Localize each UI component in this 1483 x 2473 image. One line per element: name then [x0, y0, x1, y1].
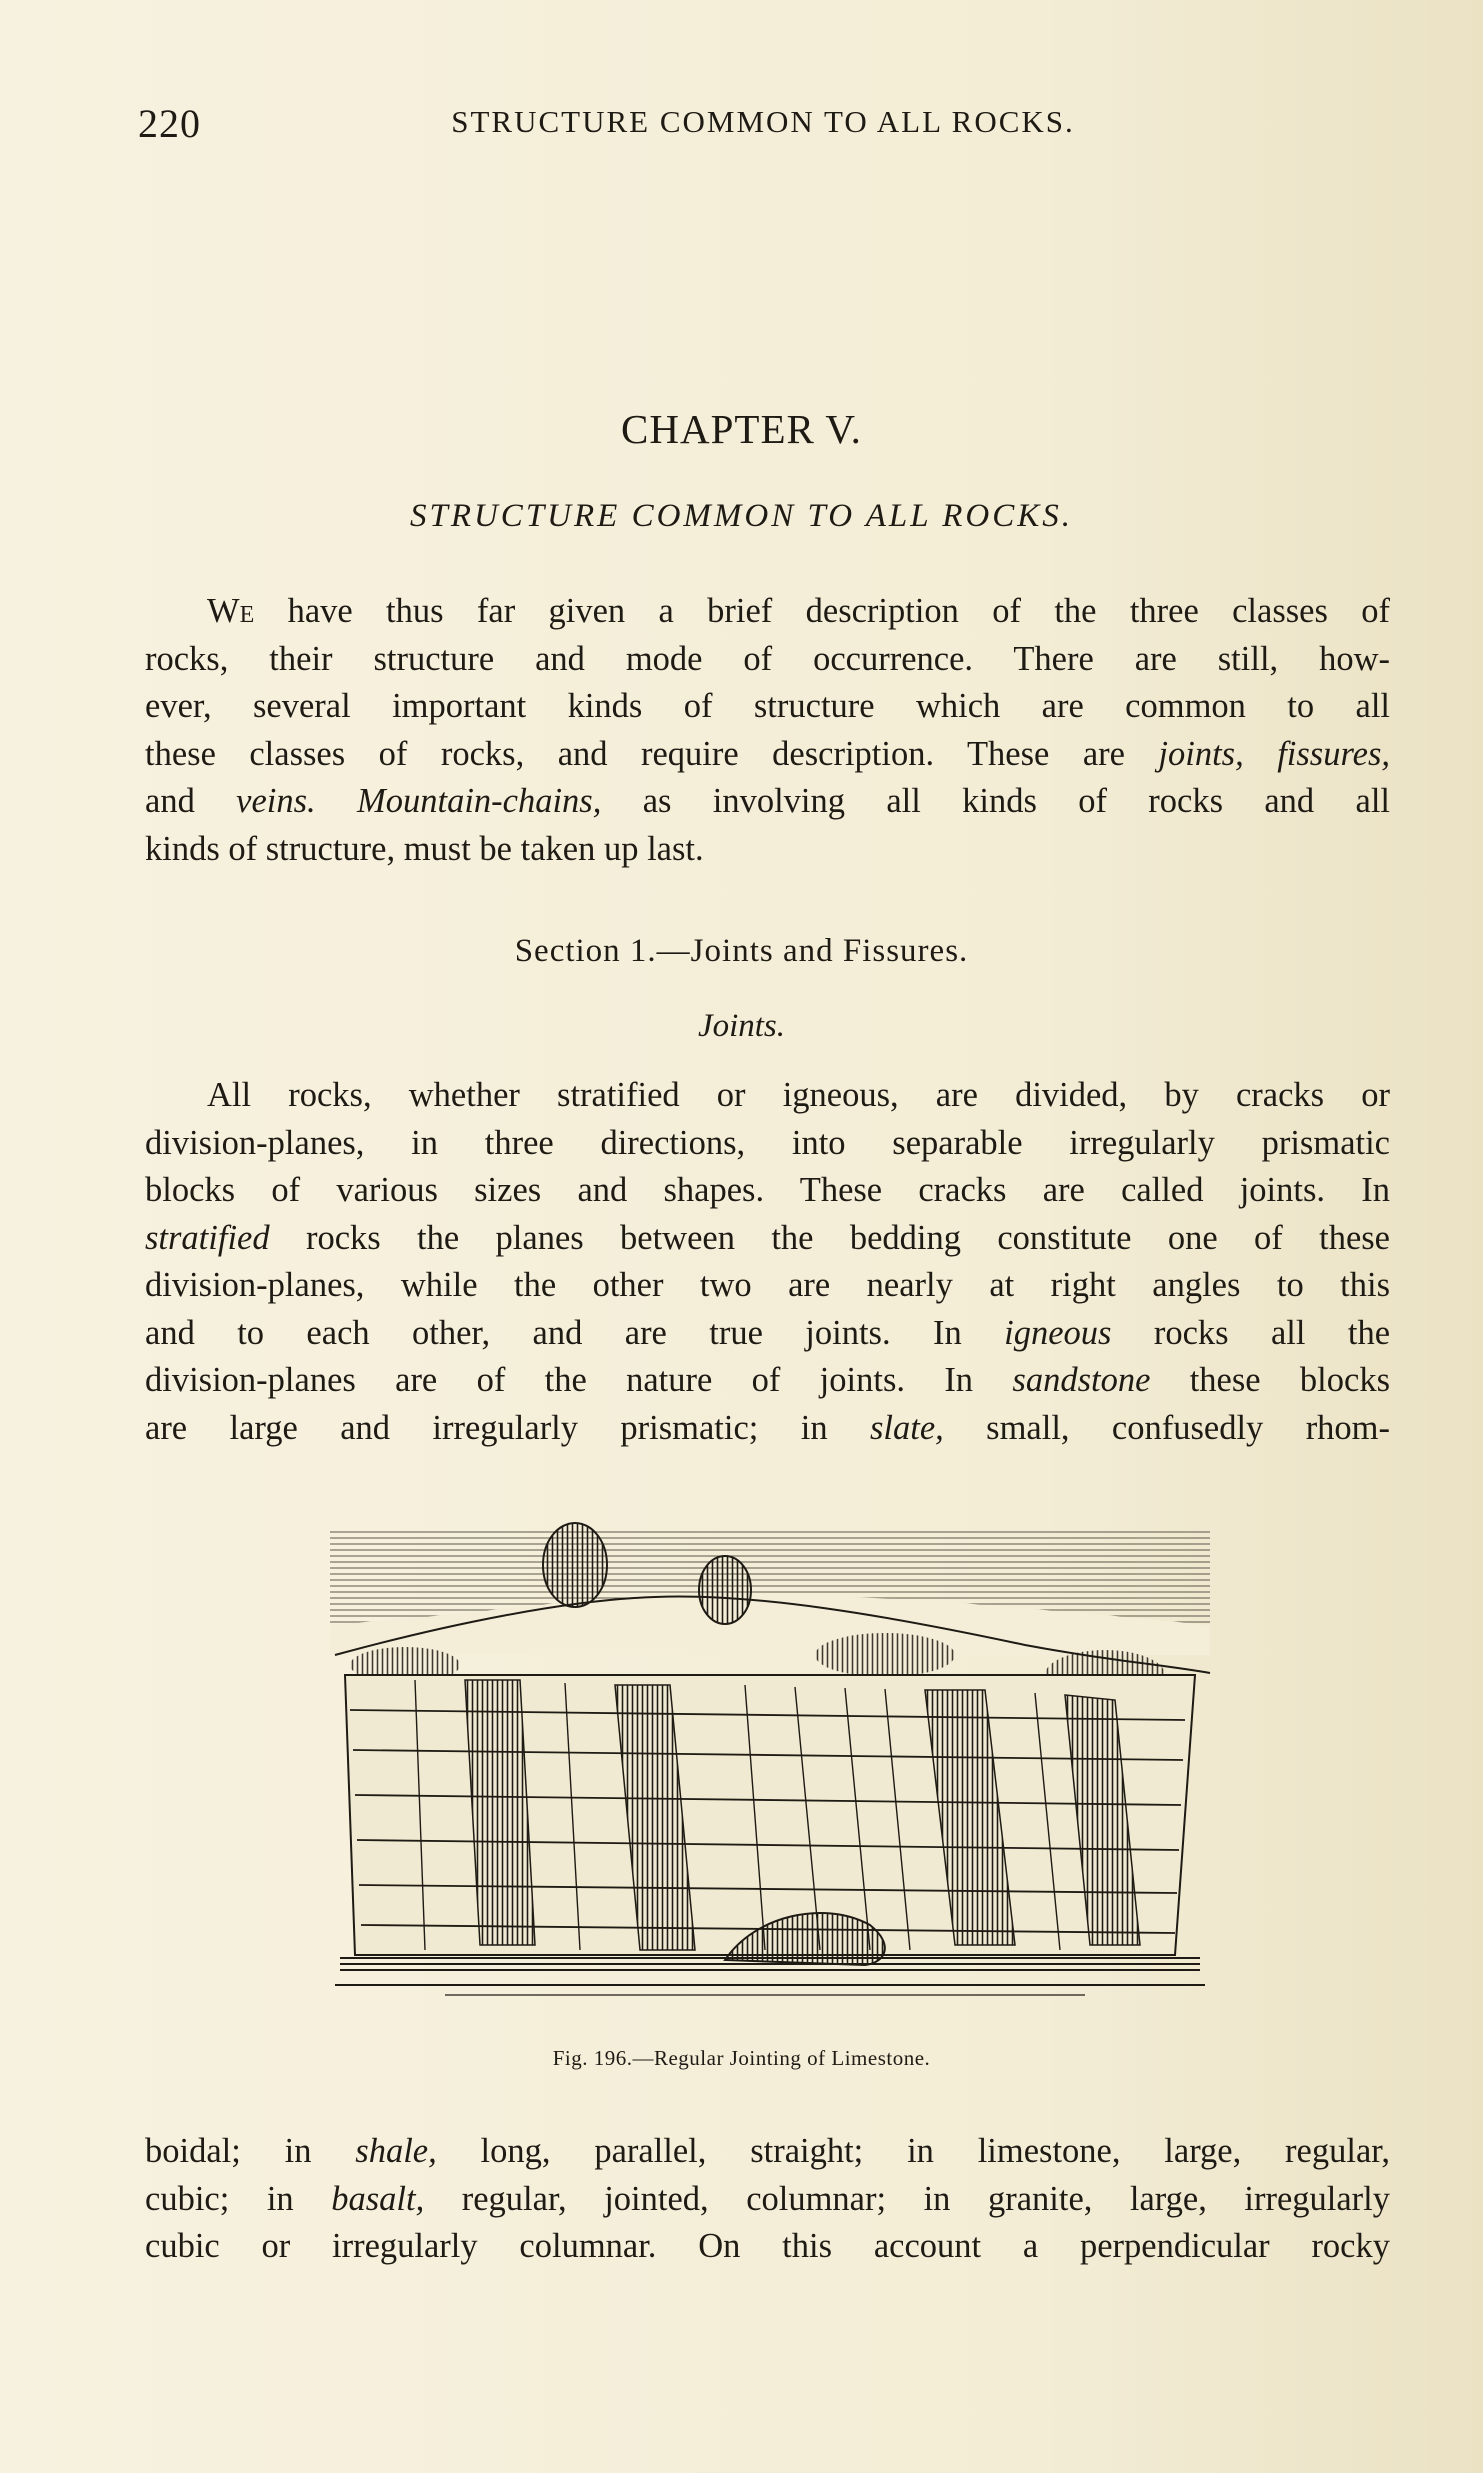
- text-run: and to each other, and are true joints. In: [145, 1313, 1005, 1352]
- page-number: 220: [138, 101, 201, 146]
- text-run: boidal; in: [145, 2132, 356, 2170]
- paragraph-intro: [145, 588, 1390, 873]
- text-line: [145, 1357, 1390, 1405]
- text-line: ever, several important kinds of structure which are common to all: [145, 687, 1390, 725]
- text-run: rocks all the: [1111, 1313, 1391, 1352]
- text-line: [145, 2176, 1390, 2224]
- text-run: [316, 782, 357, 820]
- text-run: and: [145, 782, 237, 820]
- text-line: [145, 1215, 1390, 1263]
- text-line: [145, 778, 1390, 826]
- emphasis-joints-fissures: joints, fissures,: [1158, 734, 1390, 773]
- text-run: regular, jointed, columnar; in granite, large, irregularly: [424, 2179, 1390, 2218]
- text-line: division-planes, while the other two are nearly at right angles to this: [145, 1266, 1390, 1304]
- text-run: division-planes are of the nature of joints. In: [145, 1361, 1013, 1399]
- running-header: [138, 100, 1388, 160]
- emphasis-sandstone: sandstone: [1012, 1361, 1151, 1399]
- limestone-engraving: [325, 1505, 1215, 2025]
- figure-limestone-jointing: [325, 1505, 1215, 2025]
- text-run: these classes of rocks, and require description. These are: [145, 734, 1159, 773]
- paragraph-joints: [145, 1072, 1390, 1452]
- text-line: rocks, their structure and mode of occurrence. There are still, how-: [145, 639, 1390, 678]
- paragraph-continuation: [145, 2128, 1390, 2271]
- text-line: [145, 2128, 1390, 2176]
- text-line: [145, 588, 1390, 636]
- emphasis-veins: veins.: [236, 782, 316, 820]
- text-line: [145, 1310, 1390, 1358]
- emphasis-mountain-chains: Mountain-chains,: [357, 782, 602, 820]
- emphasis-shale: shale,: [355, 2132, 437, 2170]
- figure-caption: Fig. 196.—Regular Jointing of Limestone.: [552, 2046, 931, 2070]
- rock-strata: [345, 1675, 1195, 1955]
- text-run: are large and irregularly prismatic; in: [145, 1408, 870, 1447]
- text-run: long, parallel, straight; in limestone, large, regular,: [436, 2132, 1390, 2170]
- ground-line: [340, 1957, 1200, 1975]
- emphasis-slate: slate,: [869, 1408, 944, 1447]
- text-line: division-planes, in three directions, into separable irregularly prismatic: [145, 1123, 1390, 1162]
- text-run: cubic; in: [145, 2179, 332, 2218]
- text-run: these blocks: [1150, 1361, 1390, 1399]
- text-line: All rocks, whether stratified or igneous, are divided, by cracks or: [207, 1076, 1390, 1114]
- drop-word: We: [207, 592, 255, 630]
- emphasis-igneous: igneous: [1004, 1313, 1112, 1352]
- text-line: [145, 1405, 1390, 1453]
- emphasis-stratified: stratified: [145, 1218, 270, 1257]
- text-run: rocks the planes between the bedding constitute one of these: [269, 1218, 1390, 1257]
- subsection-heading: Joints.: [697, 1008, 786, 1044]
- text-line: kinds of structure, must be taken up last.: [145, 829, 704, 868]
- text-run: as involving all kinds of rocks and all: [601, 782, 1390, 820]
- text-line: cubic or irregularly columnar. On this account a perpendicular rocky: [145, 2227, 1390, 2265]
- chapter-subtitle: STRUCTURE COMMON TO ALL ROCKS.: [409, 498, 1074, 534]
- section-heading: Section 1.—Joints and Fissures.: [514, 933, 969, 969]
- text-run: small, confusedly rhom-: [943, 1408, 1391, 1447]
- text-line: [145, 731, 1390, 779]
- running-title: STRUCTURE COMMON TO ALL ROCKS.: [451, 104, 1075, 139]
- text-line: blocks of various sizes and shapes. These cracks are called joints. In: [145, 1171, 1390, 1209]
- text-run: have thus far given a brief description of the three classes of: [254, 592, 1390, 630]
- chapter-title: CHAPTER V.: [621, 406, 862, 452]
- emphasis-basalt: basalt,: [331, 2179, 425, 2218]
